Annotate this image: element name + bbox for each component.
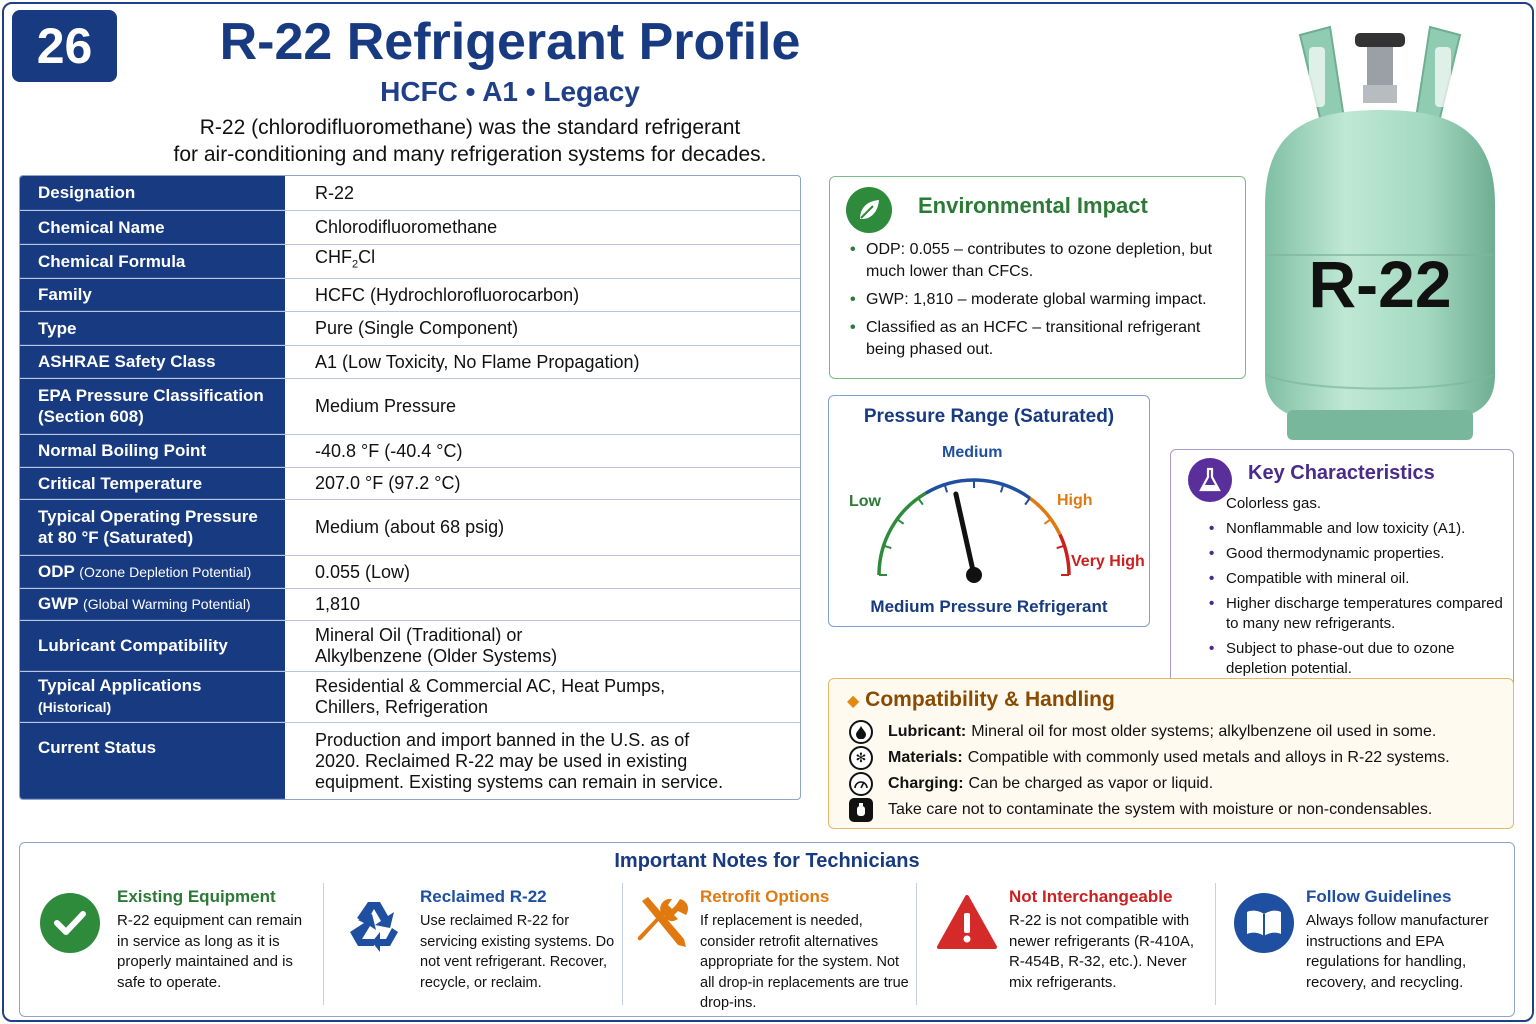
- row-value: -40.8 °F (-40.4 °C): [315, 440, 463, 461]
- note-heading: Existing Equipment: [117, 887, 276, 906]
- gauge-hub: [966, 567, 982, 583]
- list-item: • Higher discharge temperatures compared to many new refrigerants.: [1209, 594, 1509, 634]
- gauge-arc-segment: [1060, 535, 1069, 575]
- page-subtitle: HCFC • A1 • Legacy: [380, 76, 640, 107]
- page-title: R-22 Refrigerant Profile: [219, 13, 801, 71]
- gear-icon: ✻: [849, 746, 873, 770]
- table-row: [20, 435, 800, 468]
- note-text: Always follow manufacturer instructions and EPA regulations for handling, recovery, and recycling.: [1306, 912, 1489, 991]
- gauge-arc-segment: [1030, 498, 1060, 534]
- list-item: • Compatible with mineral oil.: [1209, 569, 1509, 589]
- divider: [323, 883, 324, 1005]
- table-row: [20, 346, 800, 379]
- gauge-label-very-high: Very High: [1071, 553, 1145, 570]
- environmental-impact-title: Environmental Impact: [918, 193, 1148, 218]
- spec-table: [19, 175, 801, 800]
- key-characteristics-panel: [1170, 449, 1514, 689]
- leaf-icon: [846, 187, 892, 233]
- note-text: R-22 is not compatible with newer refrigerants (R-410A, R-454B, R-32, etc.). Never mix refrigerants.: [1009, 912, 1195, 991]
- row-label: Designation: [20, 176, 285, 210]
- gauge-tick: [918, 498, 923, 504]
- pressure-range-title: Pressure Range (Saturated): [863, 406, 1115, 427]
- list-item: • Nonflammable and low toxicity (A1).: [1209, 519, 1509, 539]
- warning-icon: [936, 893, 998, 951]
- note-text: If replacement is needed, consider retrofit alternatives appropriate for the system. Not all drop-in replacements are true drop-ins.: [700, 913, 909, 1011]
- tools-icon: [634, 893, 692, 953]
- intro-text: [110, 114, 830, 168]
- divider: [622, 883, 623, 1005]
- technician-notes-title: Important Notes for Technicians: [614, 850, 920, 872]
- row-label: Critical Temperature: [20, 468, 285, 499]
- table-row: [20, 589, 800, 621]
- list-item: • Good thermodynamic properties.: [1209, 544, 1509, 564]
- intro-line: R-22 (chlorodifluoromethane) was the standard refrigerant: [199, 116, 741, 139]
- key-characteristics-title: Key Characteristics: [1248, 462, 1435, 484]
- row-value: $CHF_2Cl$: [315, 247, 376, 271]
- row-label: Chemical Name: [20, 211, 285, 244]
- pressure-gauge-caption: Medium Pressure Refrigerant: [870, 597, 1108, 616]
- table-row: [20, 211, 800, 245]
- row-label: EPA Pressure Classification (Section 608): [20, 379, 285, 434]
- key-characteristics-list: [1209, 494, 1509, 684]
- row-value: Production and import banned in the U.S. as of 2020. Reclaimed R-22 may be used in existing equipment. Existing systems can remain in service.: [315, 729, 724, 792]
- table-row: [20, 556, 800, 589]
- row-value: 1,810: [315, 594, 361, 614]
- note-text: Use reclaimed R-22 for servicing existing systems. Do not vent refrigerant. Recover, recycle, or reclaim.: [420, 913, 615, 991]
- table-row: [20, 245, 800, 279]
- gauge-label-medium: Medium: [942, 444, 1003, 461]
- gauge-tick: [1001, 485, 1003, 493]
- gauge-arc-segment: [879, 493, 926, 575]
- environmental-list: [848, 239, 1243, 367]
- table-row: [20, 500, 800, 556]
- table-row: [20, 723, 800, 799]
- row-label: Chemical Formula: [20, 245, 285, 278]
- row-value: 0.055 (Low): [315, 561, 411, 582]
- note-not-interchangeable: [934, 883, 1224, 1013]
- recycle-icon: [344, 895, 404, 955]
- gauge-needle: [956, 494, 974, 575]
- pressure-gauge: [869, 470, 1119, 590]
- list-item: • Subject to phase-out due to ozone depletion potential.: [1209, 639, 1509, 679]
- gauge-arc-segment: [926, 480, 1030, 498]
- gauge-tick: [1044, 519, 1050, 524]
- table-row: [20, 379, 800, 435]
- row-value: Chlorodifluoromethane: [315, 217, 498, 237]
- row-value: R-22: [315, 182, 355, 203]
- compatibility-row: Lubricant: Mineral oil for most older systems; alkylbenzene oil used in some.: [849, 720, 1436, 744]
- list-item: Colorless gas.: [1226, 495, 1322, 512]
- gauge-tick: [945, 485, 947, 493]
- row-label: Current Status: [20, 723, 285, 799]
- row-label: ASHRAE Safety Class: [20, 346, 285, 378]
- compatibility-row: Take care not to contaminate the system with moisture or non-condensables.: [849, 798, 1432, 822]
- list-item: • GWP: 1,810 – moderate global warming impact.: [848, 289, 1243, 311]
- gauge-tick: [1025, 498, 1030, 504]
- row-value: Pure (Single Component): [315, 318, 519, 338]
- divider: [916, 883, 917, 1005]
- environmental-impact-panel: [829, 176, 1246, 379]
- compatibility-panel: [828, 678, 1514, 829]
- gauge-label-low: Low: [849, 493, 881, 510]
- note-follow-guidelines: [1232, 883, 1512, 1013]
- row-label: Normal Boiling Point: [20, 435, 285, 467]
- row-value: Medium Pressure: [315, 396, 457, 416]
- compatibility-row: ✻ Materials: Compatible with commonly used metals and alloys in R-22 systems.: [849, 746, 1450, 770]
- book-icon: [1234, 893, 1294, 953]
- page-number-badge: 26: [12, 10, 117, 82]
- gauge-tick: [884, 546, 892, 548]
- table-row: [20, 621, 800, 672]
- table-row: [20, 279, 800, 312]
- refrigerant-cylinder-image: [1245, 15, 1515, 455]
- row-label: ODP (Ozone Depletion Potential): [20, 556, 285, 588]
- oil-drop-icon: [849, 720, 873, 744]
- cylinder-icon: [849, 798, 873, 822]
- divider: [1215, 883, 1216, 1005]
- intro-line: for air-conditioning and many refrigeration systems for decades.: [173, 143, 767, 166]
- row-label: Lubricant Compatibility: [20, 621, 285, 671]
- checkmark-icon: [40, 893, 100, 953]
- row-value: HCFC (Hydrochlorofluorocarbon): [315, 284, 580, 305]
- note-reclaimed: [340, 883, 630, 1013]
- table-row: [20, 468, 800, 500]
- note-heading: Not Interchangeable: [1009, 887, 1173, 906]
- compatibility-row: Charging: Can be charged as vapor or liquid.: [849, 772, 1213, 796]
- row-value: Residential & Commercial AC, Heat Pumps, Chillers, Refrigeration: [315, 676, 666, 717]
- list-item: • ODP: 0.055 – contributes to ozone depletion, but much lower than CFCs.: [848, 239, 1243, 283]
- note-existing-equipment: [38, 883, 328, 1013]
- note-heading: Retrofit Options: [700, 887, 830, 906]
- table-row: [20, 672, 800, 723]
- note-heading: Reclaimed R-22: [420, 887, 547, 906]
- diamond-icon: ◆: [847, 693, 860, 710]
- row-value: 207.0 °F (97.2 °C): [315, 473, 461, 493]
- compatibility-title: ◆ Compatibility & Handling: [847, 688, 1115, 711]
- row-label: Type: [20, 312, 285, 345]
- note-heading: Follow Guidelines: [1306, 887, 1452, 906]
- table-row: [20, 312, 800, 346]
- row-label: Typical Applications (Historical): [20, 672, 285, 722]
- gauge-icon: [849, 772, 873, 796]
- technician-notes-panel: [19, 842, 1515, 1017]
- row-label: GWP (Global Warming Potential): [20, 589, 285, 620]
- row-value: Medium (about 68 psig): [315, 517, 505, 537]
- list-item: • Classified as an HCFC – transitional refrigerant being phased out.: [848, 317, 1243, 361]
- pressure-range-panel: [828, 395, 1150, 627]
- note-retrofit: [632, 883, 922, 1013]
- row-value: Mineral Oil (Traditional) or Alkylbenzene (Older Systems): [315, 625, 558, 666]
- table-row: [20, 176, 800, 211]
- note-text: R-22 equipment can remain in service as long as it is properly maintained and is safe to operate.: [117, 912, 303, 991]
- row-value: A1 (Low Toxicity, No Flame Propagation): [315, 351, 640, 372]
- cylinder-label: R-22: [1308, 247, 1452, 321]
- row-label: Typical Operating Pressure at 80 °F (Saturated): [20, 500, 285, 555]
- gauge-tick: [897, 519, 903, 524]
- row-label: Family: [20, 279, 285, 311]
- gauge-label-high: High: [1057, 492, 1093, 509]
